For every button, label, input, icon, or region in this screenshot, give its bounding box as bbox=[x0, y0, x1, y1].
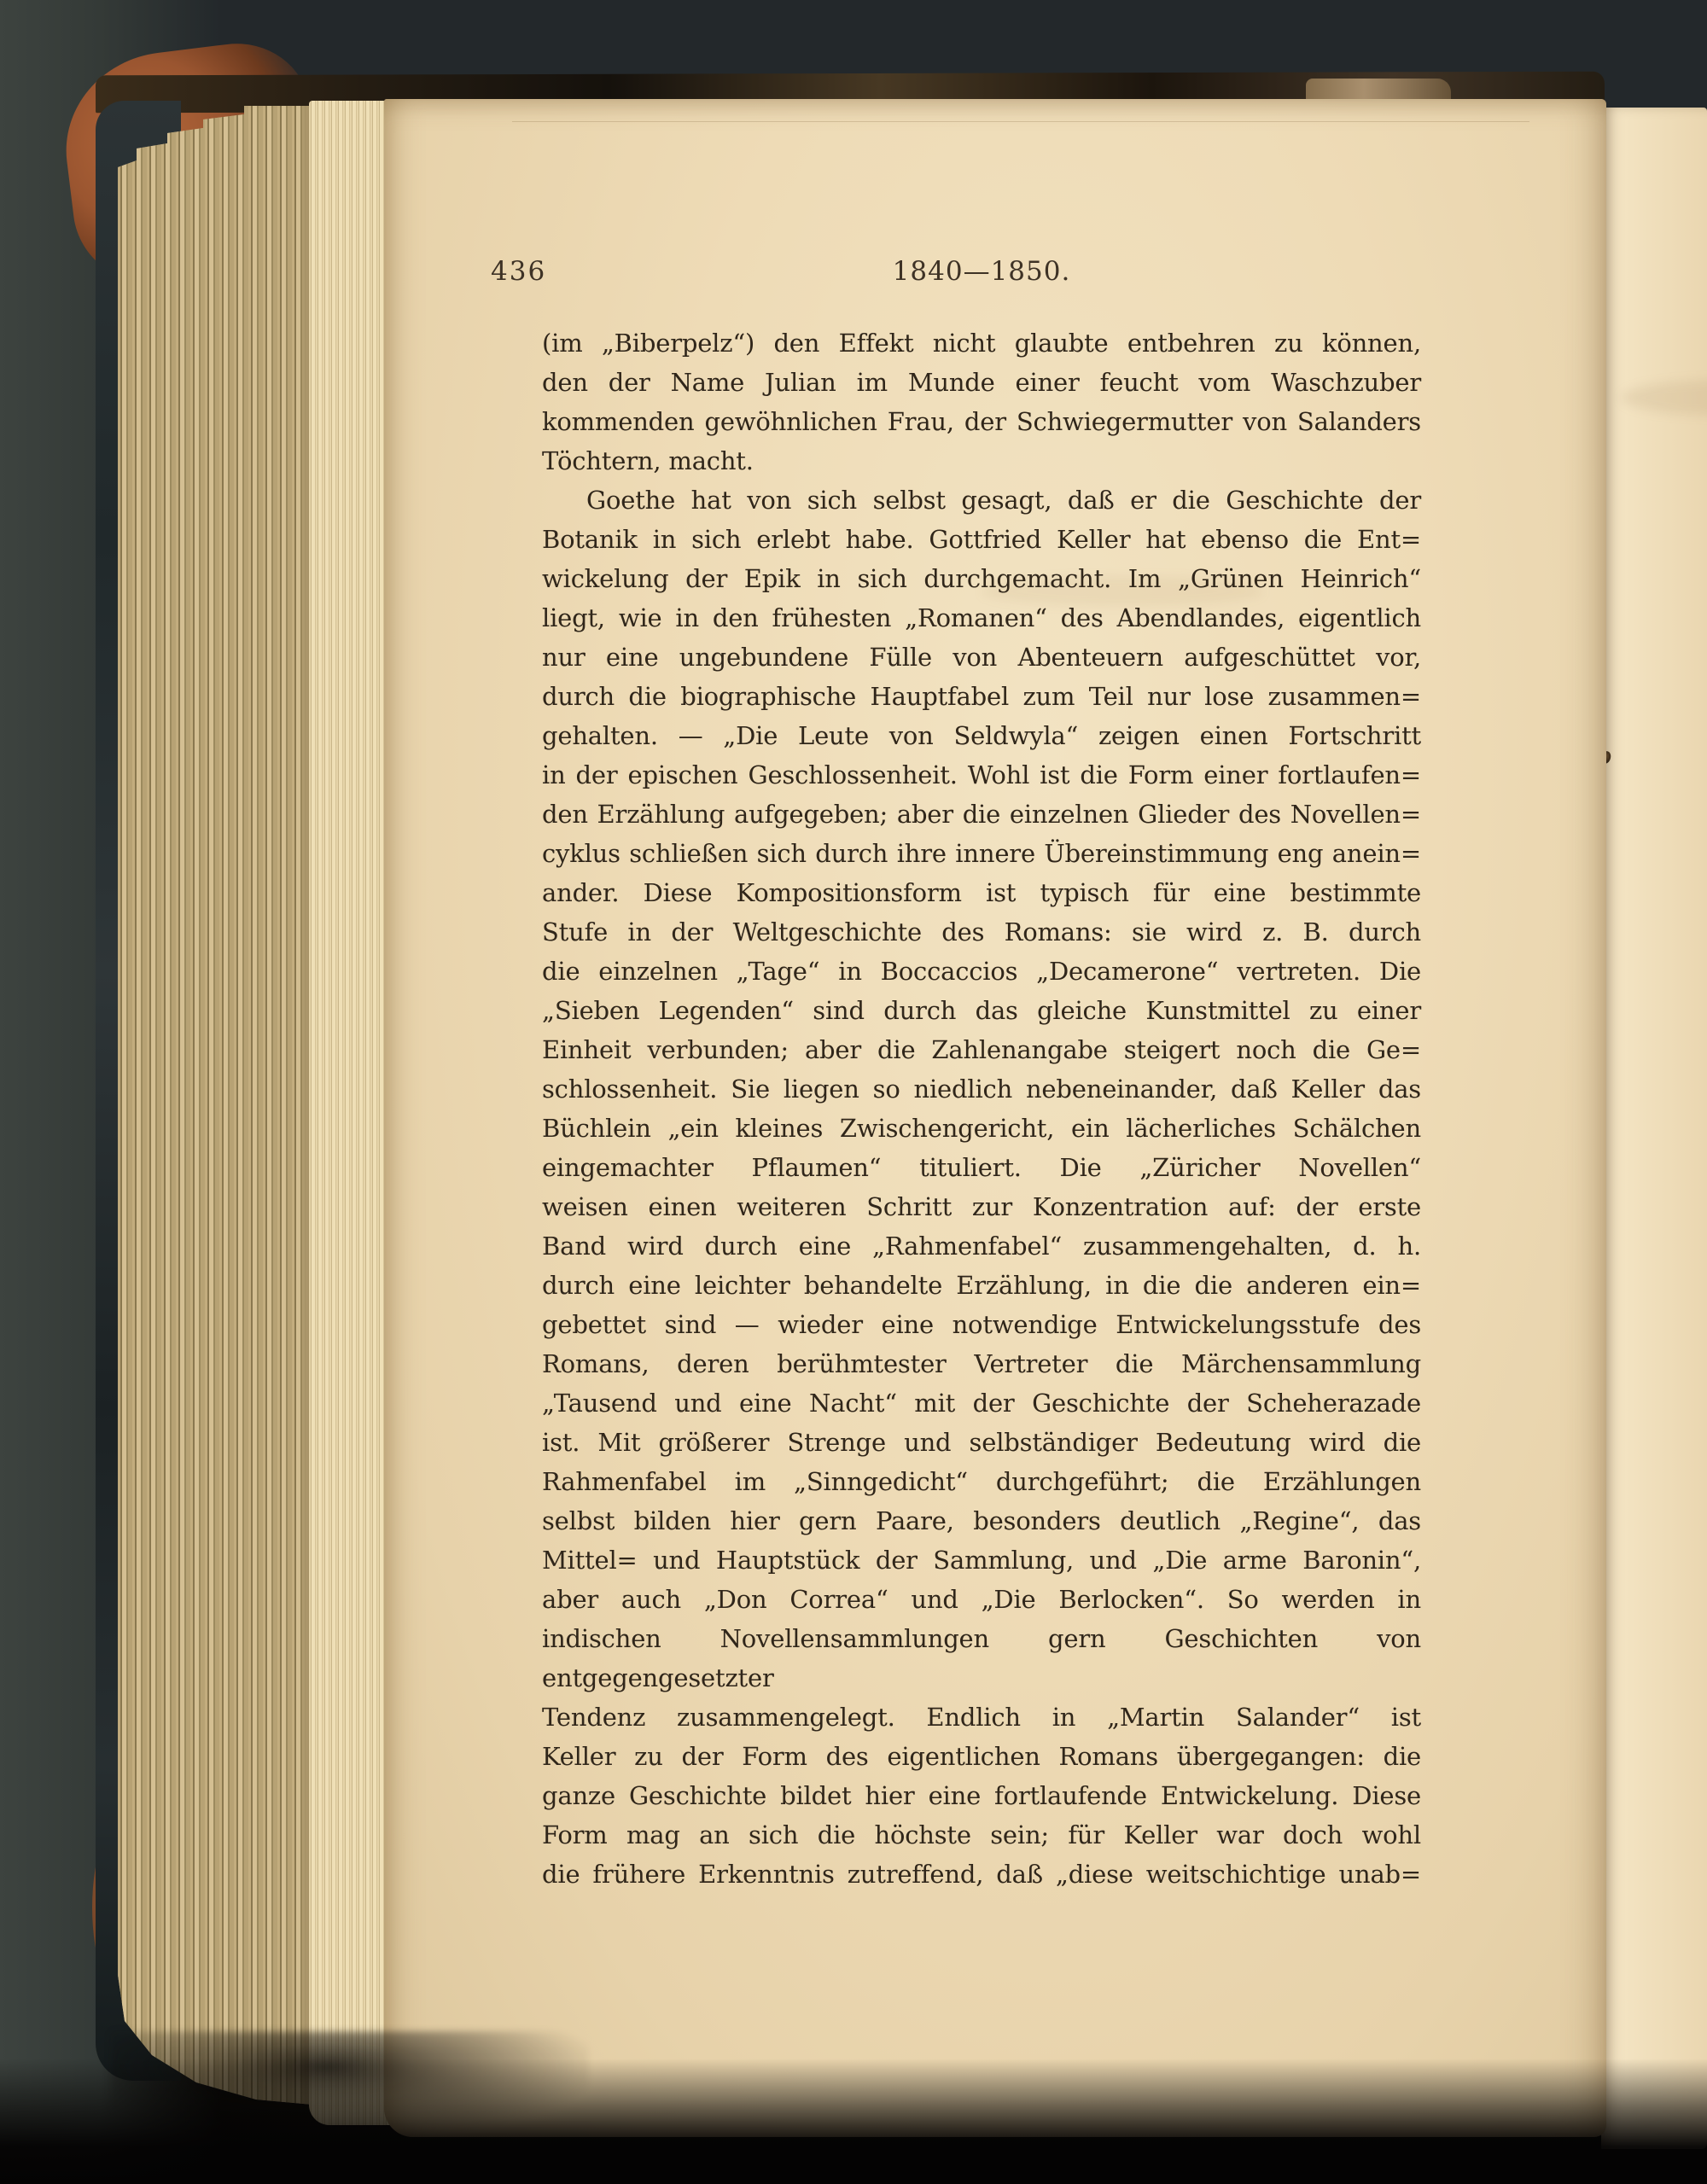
text-line: den der Name Julian im Munde einer feucht vom Waschzuber bbox=[542, 368, 1421, 397]
text-line: Goethe hat von sich selbst gesagt, daß er die Geschichte der bbox=[586, 486, 1421, 515]
text-line: den Erzählung aufgegeben; aber die einzelnen Glieder des Novellen= bbox=[542, 800, 1421, 829]
text-line: selbst bilden hier gern Paare, besonders deutlich „Regine“, das bbox=[542, 1506, 1421, 1535]
text-line: ganze Geschichte bildet hier eine fortlaufende Entwickelung. Diese bbox=[542, 1781, 1421, 1810]
text-line: wickelung der Epik in sich durchgemacht. Im „Grünen Heinrich“ bbox=[542, 564, 1421, 593]
text-line: ist. Mit größerer Strenge und selbständiger Bedeutung wird die bbox=[542, 1428, 1421, 1457]
text-line: Tendenz zusammengelegt. Endlich in „Martin Salander“ ist bbox=[542, 1703, 1421, 1732]
text-line: Rahmenfabel im „Sinngedicht“ durchgeführt; die Erzählungen bbox=[542, 1467, 1421, 1496]
page-stack-fore-edge bbox=[118, 99, 312, 2110]
text-line: (im „Biberpelz“) den Effekt nicht glaubte entbehren zu können, bbox=[542, 329, 1421, 358]
text-line: Keller zu der Form des eigentlichen Romans übergegangen: die bbox=[542, 1742, 1421, 1771]
text-line: „Sieben Legenden“ sind durch das gleiche Kunstmittel zu einer bbox=[542, 996, 1421, 1025]
text-line: die frühere Erkenntnis zutreffend, daß „diese weitschichtige unab= bbox=[542, 1860, 1421, 1889]
text-line: durch die biographische Hauptfabel zum Teil nur lose zusammen= bbox=[542, 682, 1421, 711]
text-line: cyklus schließen sich durch ihre innere Übereinstimmung eng anein= bbox=[542, 839, 1421, 868]
text-line: kommenden gewöhnlichen Frau, der Schwiegermutter von Salanders bbox=[542, 407, 1421, 436]
text-line: gehalten. — „Die Leute von Seldwyla“ zeigen einen Fortschritt bbox=[542, 721, 1421, 750]
text-line: weisen einen weiteren Schritt zur Konzentration auf: der erste bbox=[542, 1192, 1421, 1221]
text-line: durch eine leichter behandelte Erzählung, in die die anderen ein= bbox=[542, 1271, 1421, 1300]
running-header: 1840—1850. bbox=[892, 256, 1071, 287]
text-line: Band wird durch eine „Rahmenfabel“ zusammengehalten, d. h. bbox=[542, 1232, 1421, 1261]
page-number: 436 bbox=[491, 256, 547, 287]
text-line: Botanik in sich erlebt habe. Gottfried Keller hat ebenso die Ent= bbox=[542, 525, 1421, 554]
text-line: ander. Diese Kompositionsform ist typisch für eine bestimmte bbox=[542, 878, 1421, 907]
text-line: aber auch „Don Correa“ und „Die Berlocken“. So werden in bbox=[542, 1585, 1421, 1614]
text-line: gebettet sind — wieder eine notwendige Entwickelungsstufe des bbox=[542, 1310, 1421, 1339]
text-line: eingemachter Pflaumen“ tituliert. Die „Züricher Novellen“ bbox=[542, 1153, 1421, 1182]
text-line: Töchtern, macht. bbox=[542, 446, 754, 475]
text-line: liegt, wie in den frühesten „Romanen“ des Abendlandes, eigentlich bbox=[542, 603, 1421, 632]
text-line: „Tausend und eine Nacht“ mit der Geschichte der Scheherazade bbox=[542, 1389, 1421, 1418]
text-line: Form mag an sich die höchste sein; für Keller war doch wohl bbox=[542, 1820, 1421, 1849]
text-line: Büchlein „ein kleines Zwischengericht, ein lächerliches Schälchen bbox=[542, 1114, 1421, 1143]
text-line: Stufe in der Weltgeschichte des Romans: sie wird z. B. durch bbox=[542, 917, 1421, 946]
text-line: indischen Novellensammlungen gern Geschichten von entgegengesetzter bbox=[542, 1624, 1421, 1692]
text-line: Einheit verbunden; aber die Zahlenangabe steigert noch die Ge= bbox=[542, 1035, 1421, 1064]
text-line: Romans, deren berühmtester Vertreter die Märchensammlung bbox=[542, 1349, 1421, 1378]
text-block bbox=[542, 323, 1421, 1894]
bottom-shadow bbox=[0, 2059, 1707, 2184]
text-line: schlossenheit. Sie liegen so niedlich nebeneinander, daß Keller das bbox=[542, 1075, 1421, 1104]
text-line: in der epischen Geschlossenheit. Wohl ist die Form einer fortlaufen= bbox=[542, 760, 1421, 789]
text-line: nur eine ungebundene Fülle von Abenteuern aufgeschüttet vor, bbox=[542, 643, 1421, 672]
text-line: die einzelnen „Tage“ in Boccaccios „Decamerone“ vertreten. Die bbox=[542, 957, 1421, 986]
text-line: Mittel= und Hauptstück der Sammlung, und „Die arme Baronin“, bbox=[542, 1546, 1421, 1575]
